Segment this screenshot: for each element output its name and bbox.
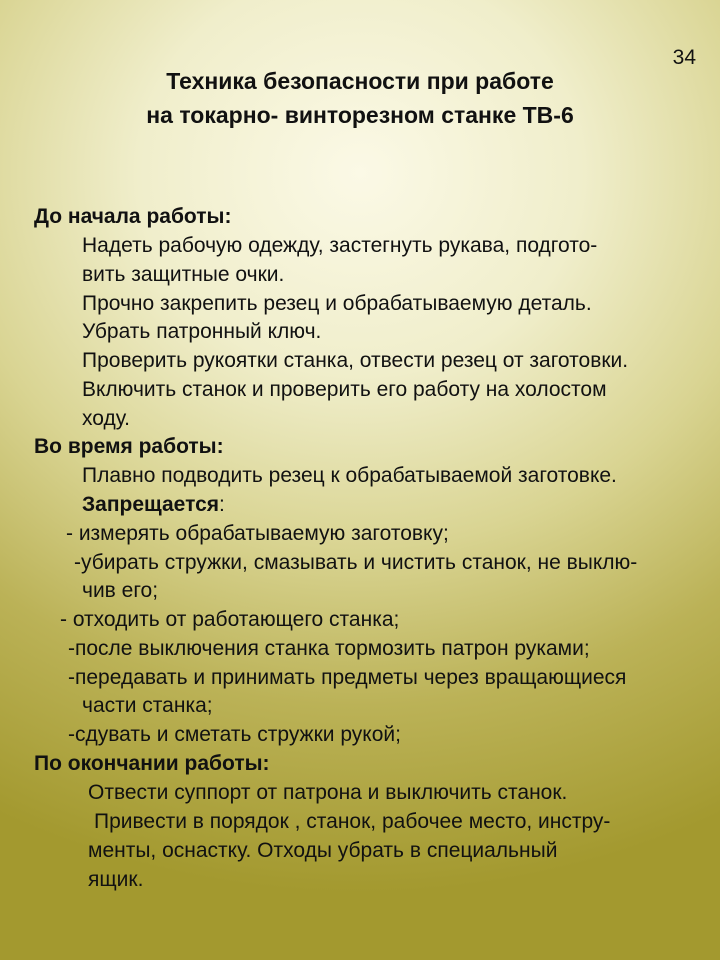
list-item: -убирать стружки, смазывать и чистить станок, не выклю- (74, 551, 638, 574)
section-heading-after-work: По окончании работы: (34, 752, 270, 775)
section-heading-during-work: Во время работы: (34, 435, 224, 458)
list-item: - измерять обрабатываемую заготовку; (66, 522, 449, 545)
text-line: вить защитные очки. (82, 263, 285, 286)
list-item: -после выключения станка тормозить патрон руками; (68, 637, 590, 660)
text-line: Убрать патронный ключ. (82, 320, 322, 343)
forbidden-colon: : (219, 493, 225, 516)
list-item: -сдувать и сметать стружки рукой; (68, 723, 401, 746)
page-title-line-2: на токарно- винторезном станке ТВ-6 (146, 102, 574, 128)
list-item: чив его; (82, 579, 159, 602)
page-title-line-1: Техника безопасности при работе (166, 68, 554, 94)
text-line: менты, оснастку. Отходы убрать в специальный (88, 839, 558, 862)
list-item: - отходить от работающего станка; (60, 608, 400, 631)
section-heading-before-work: До начала работы: (34, 205, 232, 228)
forbidden-line (82, 494, 225, 515)
text-line: ходу. (82, 407, 130, 430)
text-line: Включить станок и проверить его работу на холостом (82, 378, 607, 401)
page-number: 34 (672, 46, 696, 69)
text-line: Проверить рукоятки станка, отвести резец от заготовки. (82, 349, 629, 372)
text-line: Плавно подводить резец к обрабатываемой заготовке. (82, 464, 617, 487)
text-line: Отвести суппорт от патрона и выключить станок. (88, 781, 568, 804)
text-line: ящик. (88, 868, 144, 891)
text-line: Привести в порядок , станок, рабочее место, инстру- (94, 810, 611, 833)
text-line: Прочно закрепить резец и обрабатываемую деталь. (82, 292, 592, 315)
text-line: Надеть рабочую одежду, застегнуть рукава, подгото- (82, 234, 598, 257)
list-item: -передавать и принимать предметы через вращающиеся (68, 666, 627, 689)
forbidden-label: Запрещается (82, 493, 220, 516)
list-item: части станка; (82, 694, 213, 717)
